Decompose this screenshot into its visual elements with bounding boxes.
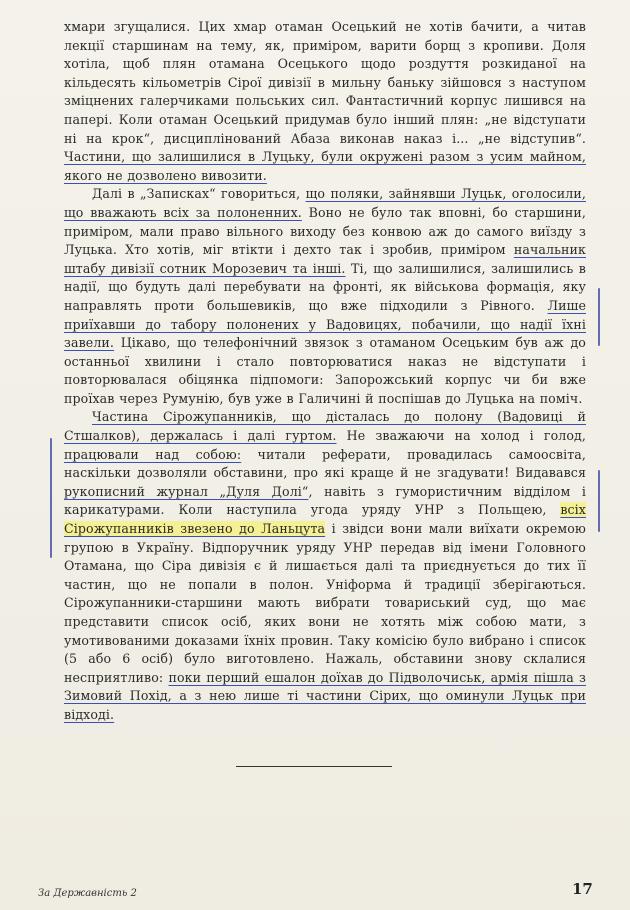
paragraph xyxy=(64,18,586,185)
page-number: 17 xyxy=(572,880,593,898)
footer-source: За Державність 2 xyxy=(38,888,137,899)
underlined-passage: працювали над собою: xyxy=(64,446,242,462)
highlighted-passage: всіх Сірожупанників звезено до Ланьцута xyxy=(64,502,586,537)
text-run: Ті, що залишилися, залишились в надії, що будуть далі перебувати на фронті, як військова формація, яку направлять проти большевиків, що вже підходили з Рівного. xyxy=(64,260,586,313)
text-run: Цікаво, що телефонічний звязок з отаманом Осецьким був аж до останньої хвилини і стало повторюватися наказ не відступати і повторювалася обіцянка підпомоги: Запорожський корпус чи би вже проїхав через Румунію, був уже в Галичині й поспішав до Луцька на поміч. xyxy=(64,335,586,406)
text-run: , навіть з гумористичним відділом і карикатурами. Коли наступила угода уряду УНР з Польщею, xyxy=(64,483,586,518)
margin-annotation-bar xyxy=(598,470,600,532)
text-run: читали реферати, провадилась самоосвіта, наскільки дозволяли обставини, про які краще й не згадувати! Видавався xyxy=(64,446,586,481)
underlined-passage: поки перший ешалон доїхав до Підволочиськ, армія пішла з Зимовий Похід, а з нею лише ті частини Сірих, що оминули Луцьк при відході. xyxy=(64,669,587,722)
margin-annotation-bar xyxy=(50,438,52,558)
text-run: і звідси вони мали виїхати окремою групою в Україну. Відпоручник уряду УНР передав від імени Головного Отамана, що Сіра дивізія є й лишається далі та приєднується до тих її частин, що не попали в полон. Уніформа й традиції зберігаються. Сірожупанники-старшини мають вибрати товариський суд, що має представити список осіб, яких вони не хотять між собою мати, з умотивованими доказами їхніх провин. Таку комісію було вибрано і список (5 або 6 осіб) було виготовлено. Нажаль, обставини знову склалися несприятливо: xyxy=(64,521,586,685)
paragraph xyxy=(64,185,586,408)
underlined-passage: Частина Сірожупанників, що дісталась до полону (Вадовиці й Стшалков), держалась і далі гуртом. xyxy=(64,409,586,444)
underlined-passage: Лише приїхавши до табору полонених у Вадовицях, побачили, що надії їхні завели. xyxy=(64,297,586,351)
underlined-passage: що поляки, зайнявши Луцьк, оголосили, що вважають всіх за полоненних. xyxy=(64,186,586,220)
margin-annotation-bar xyxy=(598,288,600,346)
underlined-passage: Частини, що залишилися в Луцьку, були окружені разом з усим майном, якого не дозволено вивозити. xyxy=(64,149,586,183)
underlined-passage: начальник штабу дивізії сотник Морозевич та інші. xyxy=(64,242,586,276)
text-run: хмари згущалися. Цих хмар отаман Осецький не хотів бачити, а читав лекції старшинам на тему, як, приміром, варити борщ з кропиви. Доля хотіла, щоб плян отамана Осецького щодо роздуття розкиданої на кільдесять кільометрів Сірої дивізії в мильну баньку зійшовся з наступом зміцнених галерчиками польських сил. Фантастичний корпус лишився на папері. Коли отаман Осецький придумав було інший плян: „не відступати ні на крок“, дисциплінований Абаза виконав наказ і... „не відступив“. xyxy=(64,19,586,146)
body-text xyxy=(64,18,586,725)
text-run: Далі в „Записках“ говориться, xyxy=(92,186,306,202)
paragraph xyxy=(64,408,586,724)
text-run: Воно не було так вповні, бо старшини, приміром, мали право вільного виходу без конвою аж до самого виїзду з Луцька. Хто хотів, міг втікти і дехто так і зробив, приміром xyxy=(64,204,586,258)
section-divider xyxy=(236,766,392,767)
underlined-passage: рукописний журнал „Дуля Долі“ xyxy=(64,483,309,499)
text-run: Не зважаючи на холод і голод, xyxy=(336,428,586,444)
